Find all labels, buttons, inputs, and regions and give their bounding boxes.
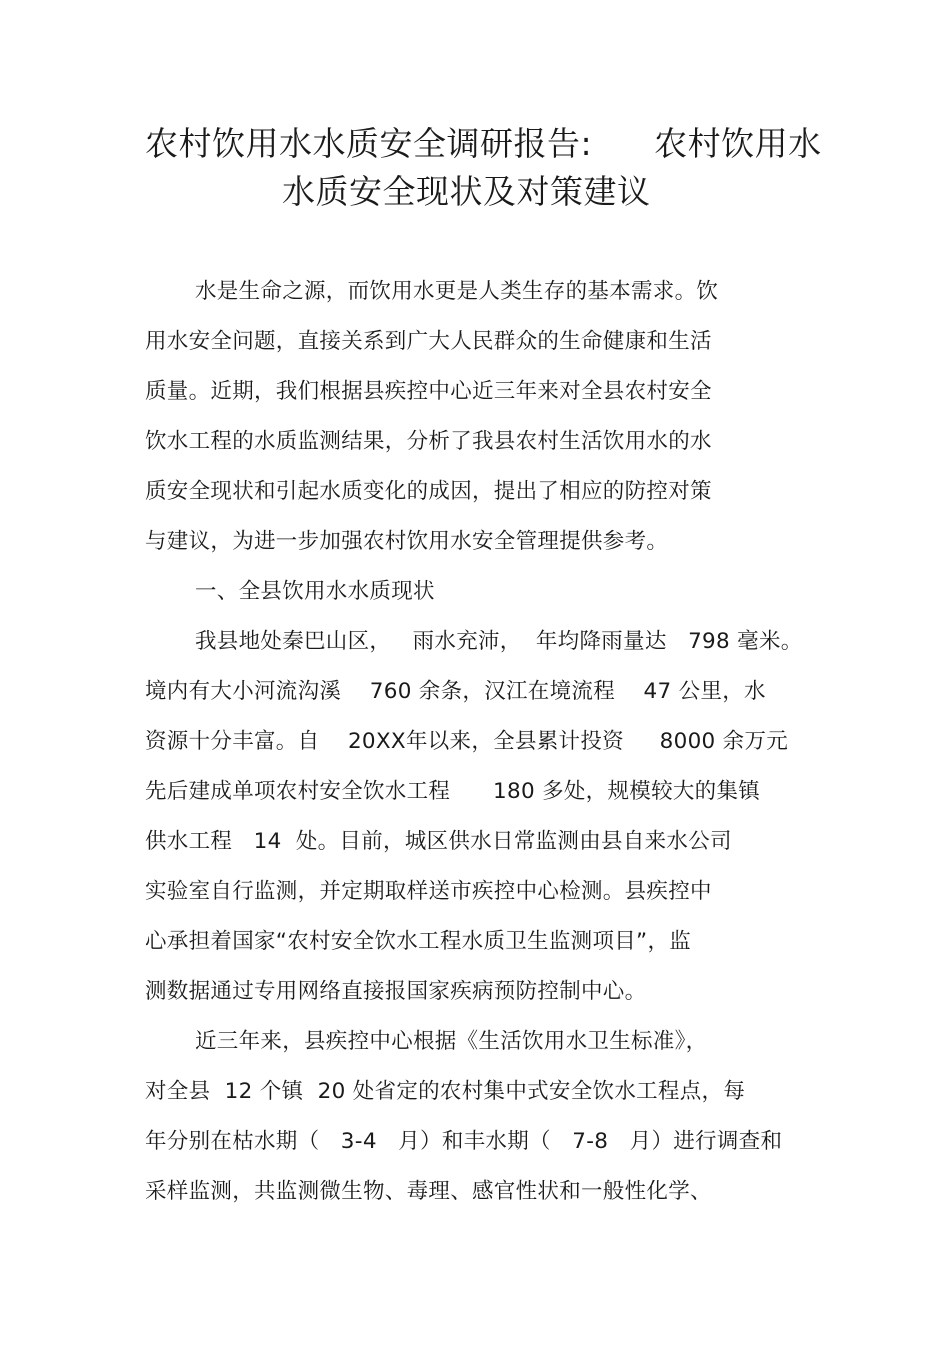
- section-heading-1: 一、全县饮用水水质现状: [195, 579, 435, 604]
- paragraph-2-line-7: 心承担着国家“农村安全饮水工程水质卫生监测项目”，监: [145, 929, 692, 954]
- paragraph-2-line-4: 先后建成单项农村安全饮水工程 180 多处，规模较大的集镇: [145, 779, 761, 804]
- paragraph-2-line-3: 资源十分丰富。自 20XX年以来，全县累计投资 8000 余万元: [145, 729, 789, 754]
- paragraph-1-line-1: 水是生命之源，而饮用水更是人类生存的基本需求。饮: [195, 279, 719, 304]
- paragraph-2-line-5: 供水工程 14 处。目前，城区供水日常监测由县自来水公司: [145, 829, 732, 854]
- paragraph-1-line-3: 质量。近期，我们根据县疾控中心近三年来对全县农村安全: [145, 379, 712, 404]
- paragraph-1-line-2: 用水安全问题，直接关系到广大人民群众的生命健康和生活: [145, 329, 712, 354]
- document-title-part-1: 农村饮用水水质安全调研报告:: [145, 124, 593, 163]
- paragraph-3-line-3: 年分别在枯水期（ 3-4 月）和丰水期（ 7-8 月）进行调查和: [145, 1129, 783, 1154]
- paragraph-2-line-6: 实验室自行监测，并定期取样送市疾控中心检测。县疾控中: [145, 879, 712, 904]
- document-title-part-2: 农村饮用水: [654, 124, 822, 163]
- document-title-line-1: [145, 122, 822, 166]
- paragraph-3-line-2: 对全县 12 个镇 20 处省定的农村集中式安全饮水工程点，每: [145, 1079, 746, 1104]
- paragraph-3-line-4: 采样监测，共监测微生物、毒理、感官性状和一般性化学、: [145, 1179, 712, 1204]
- paragraph-1-line-4: 饮水工程的水质监测结果，分析了我县农村生活饮用水的水: [145, 429, 712, 454]
- paragraph-1-line-6: 与建议，为进一步加强农村饮用水安全管理提供参考。: [145, 529, 669, 554]
- paragraph-3-line-1: 近三年来，县疾控中心根据《生活饮用水卫生标准》，: [195, 1029, 708, 1054]
- paragraph-2-line-2: 境内有大小河流沟溪 760 余条，汉江在境流程 47 公里，水: [145, 679, 766, 704]
- document-title-line-2: 水质安全现状及对策建议: [282, 172, 651, 211]
- paragraph-2-line-1: 我县地处秦巴山区， 雨水充沛， 年均降雨量达 798 毫米。: [195, 629, 803, 654]
- paragraph-1-line-5: 质安全现状和引起水质变化的成因，提出了相应的防控对策: [145, 479, 712, 504]
- paragraph-2-line-8: 测数据通过专用网络直接报国家疾病预防控制中心。: [145, 979, 647, 1004]
